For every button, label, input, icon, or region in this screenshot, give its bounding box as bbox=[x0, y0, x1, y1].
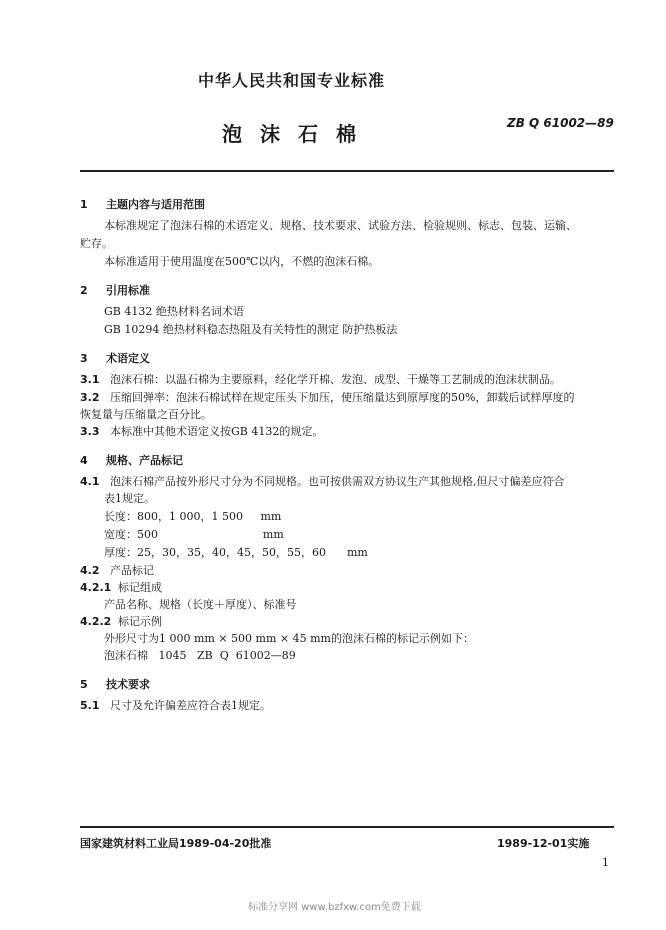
approval-note: 国家建筑材料工业局1989-04-20批准 bbox=[80, 837, 272, 850]
reference-item: GB 10294 绝热材料稳态热阻及有关特性的测定 防护热板法 bbox=[104, 323, 398, 336]
clause-number: 5.1 bbox=[80, 699, 100, 712]
clause-continuation: 表1规定。 bbox=[104, 492, 155, 505]
clause-4-2-1 bbox=[80, 580, 162, 596]
section-title: 规格、产品标记 bbox=[106, 454, 183, 467]
length-spec: 长度：800，1 000，1 500 mm bbox=[104, 510, 282, 523]
clause-3-1 bbox=[80, 372, 561, 388]
document-title: 泡沫石棉 bbox=[222, 122, 374, 146]
section-title: 主题内容与适用范围 bbox=[106, 198, 205, 211]
clause-3-3 bbox=[80, 424, 323, 440]
clause-number: 4.1 bbox=[80, 475, 100, 488]
clause-number: 3.2 bbox=[80, 391, 100, 404]
clause-number: 3.1 bbox=[80, 373, 100, 386]
clause-4-2-2 bbox=[80, 614, 162, 630]
clause-continuation: 恢复量与压缩量之百分比。 bbox=[80, 408, 212, 421]
paragraph: 本标准适用于使用温度在500℃以内，不燃的泡沫石棉。 bbox=[104, 255, 380, 268]
standard-org-heading: 中华人民共和国专业标准 bbox=[198, 71, 386, 90]
section-5-heading bbox=[80, 676, 150, 692]
clause-text: 泡沫石棉产品按外形尺寸分为不同规格。也可按供需双方协议生产其他规格,但尺寸偏差应符合 bbox=[110, 475, 565, 488]
clause-text: 本标准中其他术语定义按GB 4132的规定。 bbox=[110, 425, 324, 438]
section-number: 5 bbox=[80, 678, 88, 691]
width-spec: 宽度：500 mm bbox=[104, 528, 284, 541]
clause-text: 标记组成 bbox=[118, 581, 162, 594]
clause-text: 尺寸及允许偏差应符合表1规定。 bbox=[110, 699, 271, 712]
clause-body: 外形尺寸为1 000 mm × 500 mm × 45 mm的泡沫石棉的标记示例如下： bbox=[104, 632, 474, 645]
section-number: 3 bbox=[80, 352, 88, 365]
section-1-heading bbox=[80, 196, 205, 212]
clause-text: 产品标记 bbox=[110, 564, 154, 577]
clause-number: 4.2.2 bbox=[80, 615, 112, 628]
clause-number: 3.3 bbox=[80, 425, 100, 438]
section-number: 2 bbox=[80, 284, 88, 297]
clause-number: 4.2.1 bbox=[80, 581, 112, 594]
section-4-heading bbox=[80, 452, 183, 468]
clause-text: 泡沫石棉：以温石棉为主要原料，经化学开棉、发泡、成型、干燥等工艺制成的泡沫状制品。 bbox=[110, 373, 561, 386]
section-3-heading bbox=[80, 350, 150, 366]
section-number: 4 bbox=[80, 454, 88, 467]
clause-number: 4.2 bbox=[80, 564, 100, 577]
standard-code: ZB Q 61002—89 bbox=[507, 116, 614, 130]
page-number: 1 bbox=[602, 856, 609, 869]
reference-item: GB 4132 绝热材料名词术语 bbox=[104, 305, 244, 318]
marking-example: 泡沫石棉 1045 ZB Q 61002—89 bbox=[104, 649, 296, 662]
paragraph-continuation: 贮存。 bbox=[80, 237, 113, 250]
thickness-spec: 厚度：25，30，35，40，45，50，55，60 mm bbox=[104, 546, 368, 559]
clause-text: 压缩回弹率：泡沫石棉试样在规定压头下加压，使压缩量达到原厚度的50%，卸载后试样厚度的 bbox=[110, 391, 575, 404]
clause-4-2 bbox=[80, 563, 154, 579]
section-title: 技术要求 bbox=[106, 678, 150, 691]
section-title: 术语定义 bbox=[106, 352, 150, 365]
section-title: 引用标准 bbox=[106, 284, 150, 297]
clause-4-1 bbox=[80, 474, 565, 490]
section-number: 1 bbox=[80, 198, 88, 211]
clause-5-1 bbox=[80, 698, 271, 714]
clause-body: 产品名称、规格（长度＋厚度）、标准号 bbox=[104, 598, 297, 611]
footer-rule bbox=[80, 826, 614, 828]
header-rule bbox=[80, 170, 614, 172]
clause-3-2 bbox=[80, 390, 574, 406]
paragraph: 本标准规定了泡沫石棉的术语定义、规格、技术要求、试验方法、检验规则、标志、包装、运输、 bbox=[104, 219, 577, 232]
clause-text: 标记示例 bbox=[118, 615, 162, 628]
section-2-heading bbox=[80, 282, 150, 298]
site-watermark: 标准分享网 www.bzfxw.com免费下载 bbox=[248, 902, 421, 913]
implementation-date: 1989-12-01实施 bbox=[497, 837, 590, 850]
